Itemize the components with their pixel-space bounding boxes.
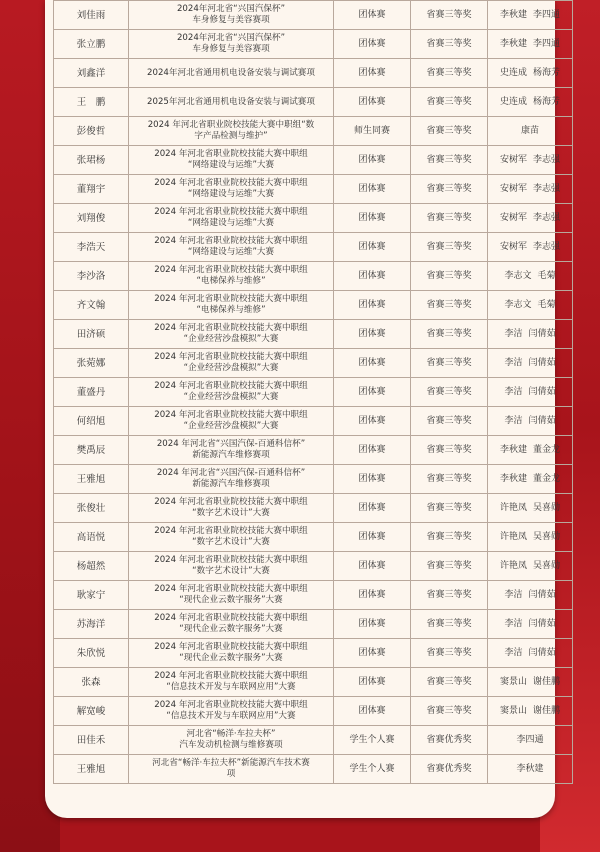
- prize-cell: 省赛三等奖: [411, 59, 488, 88]
- student-name-cell: 刘鑫洋: [54, 59, 129, 88]
- student-name-cell: 张俊壮: [54, 494, 129, 523]
- coach-cell: [488, 88, 573, 117]
- coach-name: 闫倩茹: [528, 386, 556, 397]
- student-name-cell: 彭俊哲: [54, 117, 129, 146]
- competition-cell: [129, 204, 334, 233]
- coach-name: 闫倩茹: [528, 618, 556, 629]
- competition-line: 2024 年河北省职业院校技能大赛中职组: [154, 410, 308, 420]
- competition-cell: [129, 30, 334, 59]
- competition-line: “数字艺术设计”大赛: [192, 508, 270, 518]
- coach-cell: [488, 407, 573, 436]
- student-name-cell: 董翔宇: [54, 175, 129, 204]
- table-row: [54, 697, 573, 726]
- prize-cell: 省赛三等奖: [411, 552, 488, 581]
- competition-line: 汽车发动机检测与维修赛项: [179, 740, 283, 750]
- coach-name: 董金龙: [533, 473, 561, 484]
- competition-line: 2024年河北省通用机电设备安装与调试赛项: [147, 67, 315, 78]
- student-name-cell: 田佳禾: [54, 726, 129, 755]
- table-row: [54, 378, 573, 407]
- competition-line: “现代企业云数字服务”大赛: [179, 595, 283, 605]
- competition-cell: [129, 610, 334, 639]
- prize-cell: 省赛优秀奖: [411, 726, 488, 755]
- coach-name: 谢佳鹏: [533, 676, 561, 687]
- coach-name: 李志强: [533, 241, 561, 252]
- competition-cell: [129, 494, 334, 523]
- competition-type-cell: 团体赛: [334, 59, 411, 88]
- coach-name: 安树军: [499, 183, 527, 194]
- coach-cell: [488, 552, 573, 581]
- competition-line: 2024 年河北省职业院校技能大赛中职组: [154, 149, 308, 159]
- competition-type-cell: 团体赛: [334, 88, 411, 117]
- coach-name: 谢佳鹏: [533, 705, 561, 716]
- competition-type-cell: 团体赛: [334, 552, 411, 581]
- coach-name: 李洁: [504, 618, 523, 629]
- competition-type-cell: 团体赛: [334, 204, 411, 233]
- coach-name: 窦景山: [499, 705, 527, 716]
- competition-line: “信息技术开发与车联网应用”大赛: [166, 711, 296, 721]
- competition-type-cell: 师生同赛: [334, 117, 411, 146]
- coach-cell: [488, 233, 573, 262]
- competition-type-cell: 团体赛: [334, 233, 411, 262]
- table-row: [54, 639, 573, 668]
- competition-type-cell: 团体赛: [334, 320, 411, 349]
- prize-cell: 省赛三等奖: [411, 378, 488, 407]
- coach-name: 史连成: [499, 96, 527, 107]
- student-name-cell: 王雅旭: [54, 465, 129, 494]
- coach-cell: [488, 146, 573, 175]
- table-row: [54, 610, 573, 639]
- coach-name: 李四通: [533, 38, 561, 49]
- table-row: [54, 204, 573, 233]
- competition-type-cell: 团体赛: [334, 494, 411, 523]
- competition-line: 河北省“畅洋·车拉夫杯”新能源汽车技术赛: [152, 758, 310, 768]
- competition-line: “电梯保养与维修”: [196, 305, 266, 315]
- competition-line: 2024 年河北省“兴国汽保-百通科信杯”: [156, 439, 306, 449]
- competition-type-cell: 团体赛: [334, 291, 411, 320]
- competition-line: 新能源汽车维修赛项: [192, 479, 270, 489]
- coach-cell: [488, 378, 573, 407]
- coach-name: 李秋建: [499, 9, 527, 20]
- coach-name: 李秋建: [516, 763, 544, 774]
- coach-cell: [488, 726, 573, 755]
- competition-cell: [129, 436, 334, 465]
- coach-name: 闫倩茹: [528, 589, 556, 600]
- prize-cell: 省赛三等奖: [411, 610, 488, 639]
- coach-name: 许艳凤: [499, 531, 527, 542]
- competition-cell: [129, 262, 334, 291]
- competition-line: 河北省“畅洋·车拉夫杯”: [186, 729, 276, 739]
- coach-name: 吴喜勋: [533, 560, 561, 571]
- coach-name: 毛菊: [537, 299, 556, 310]
- coach-name: 闫倩茹: [528, 328, 556, 339]
- competition-line: 2024 年河北省职业院校技能大赛中职组: [154, 497, 308, 507]
- prize-cell: 省赛三等奖: [411, 349, 488, 378]
- competition-line: “现代企业云数字服务”大赛: [179, 653, 283, 663]
- competition-cell: [129, 117, 334, 146]
- table-row: [54, 175, 573, 204]
- coach-name: 李秋建: [499, 473, 527, 484]
- coach-name: 杨海芳: [533, 67, 561, 78]
- coach-cell: [488, 59, 573, 88]
- competition-line: “网络建设与运维”大赛: [187, 247, 275, 257]
- prize-cell: 省赛三等奖: [411, 668, 488, 697]
- competition-cell: [129, 1, 334, 30]
- student-name-cell: 齐文翰: [54, 291, 129, 320]
- competition-line: “企业经营沙盘模拟”大赛: [183, 421, 279, 431]
- coach-name: 闫倩茹: [528, 647, 556, 658]
- competition-line: “信息技术开发与车联网应用”大赛: [166, 682, 296, 692]
- coach-name: 许艳凤: [499, 560, 527, 571]
- competition-line: 2024 年河北省职业院校技能大赛中职组“数: [147, 120, 315, 130]
- student-name-cell: 张菀娜: [54, 349, 129, 378]
- competition-type-cell: 学生个人赛: [334, 755, 411, 784]
- table-row: [54, 320, 573, 349]
- competition-line: 2024 年河北省职业院校技能大赛中职组: [154, 555, 308, 565]
- competition-type-cell: 团体赛: [334, 407, 411, 436]
- competition-type-cell: 团体赛: [334, 581, 411, 610]
- coach-name: 李洁: [504, 589, 523, 600]
- coach-name: 李志强: [533, 154, 561, 165]
- table-row: [54, 581, 573, 610]
- coach-cell: [488, 639, 573, 668]
- competition-line: 2024 年河北省职业院校技能大赛中职组: [154, 323, 308, 333]
- competition-cell: [129, 726, 334, 755]
- competition-line: 2024 年河北省职业院校技能大赛中职组: [154, 700, 308, 710]
- prize-cell: 省赛三等奖: [411, 407, 488, 436]
- competition-line: “企业经营沙盘模拟”大赛: [183, 334, 279, 344]
- prize-cell: 省赛三等奖: [411, 262, 488, 291]
- student-name-cell: 解宽峻: [54, 697, 129, 726]
- coach-name: 李四通: [516, 734, 544, 745]
- student-name-cell: 朱欣悦: [54, 639, 129, 668]
- competition-cell: [129, 755, 334, 784]
- award-list-sheet: [45, 0, 561, 818]
- prize-cell: 省赛三等奖: [411, 175, 488, 204]
- coach-cell: [488, 291, 573, 320]
- coach-name: 史连成: [499, 67, 527, 78]
- competition-line: 2024年河北省“兴国汽保杯”: [176, 4, 286, 14]
- table-row: [54, 1, 573, 30]
- coach-name: 李志文: [504, 270, 532, 281]
- table-row: [54, 465, 573, 494]
- coach-cell: [488, 581, 573, 610]
- competition-cell: [129, 291, 334, 320]
- competition-cell: [129, 233, 334, 262]
- table-row: [54, 349, 573, 378]
- table-row: [54, 726, 573, 755]
- coach-name: 李志文: [504, 299, 532, 310]
- student-name-cell: 董盛丹: [54, 378, 129, 407]
- competition-type-cell: 团体赛: [334, 610, 411, 639]
- coach-name: 李洁: [504, 415, 523, 426]
- competition-line: 2024 年河北省“兴国汽保-百通科信杯”: [156, 468, 306, 478]
- coach-cell: [488, 349, 573, 378]
- competition-line: “现代企业云数字服务”大赛: [179, 624, 283, 634]
- coach-cell: [488, 436, 573, 465]
- prize-cell: 省赛三等奖: [411, 320, 488, 349]
- coach-cell: [488, 465, 573, 494]
- coach-cell: [488, 668, 573, 697]
- competition-line: 2024 年河北省职业院校技能大赛中职组: [154, 526, 308, 536]
- table-row: [54, 494, 573, 523]
- competition-cell: [129, 378, 334, 407]
- competition-line: 2024 年河北省职业院校技能大赛中职组: [154, 265, 308, 275]
- prize-cell: 省赛三等奖: [411, 146, 488, 175]
- coach-name: 李洁: [504, 328, 523, 339]
- competition-line: 2024年河北省“兴国汽保杯”: [176, 33, 286, 43]
- competition-cell: [129, 407, 334, 436]
- competition-cell: [129, 668, 334, 697]
- student-name-cell: 田济硕: [54, 320, 129, 349]
- competition-cell: [129, 59, 334, 88]
- prize-cell: 省赛三等奖: [411, 88, 488, 117]
- coach-cell: [488, 30, 573, 59]
- coach-cell: [488, 523, 573, 552]
- student-name-cell: 高语悦: [54, 523, 129, 552]
- table-row: [54, 407, 573, 436]
- award-table: [53, 0, 573, 784]
- competition-type-cell: 团体赛: [334, 639, 411, 668]
- student-name-cell: 张珺杨: [54, 146, 129, 175]
- competition-line: “数字艺术设计”大赛: [192, 537, 270, 547]
- student-name-cell: 樊禹辰: [54, 436, 129, 465]
- prize-cell: 省赛三等奖: [411, 465, 488, 494]
- coach-name: 许艳凤: [499, 502, 527, 513]
- coach-cell: [488, 262, 573, 291]
- coach-cell: [488, 1, 573, 30]
- table-row: [54, 291, 573, 320]
- competition-cell: [129, 465, 334, 494]
- competition-cell: [129, 320, 334, 349]
- competition-type-cell: 团体赛: [334, 262, 411, 291]
- prize-cell: 省赛三等奖: [411, 1, 488, 30]
- student-name-cell: 李沙洛: [54, 262, 129, 291]
- coach-name: 李志强: [533, 212, 561, 223]
- competition-type-cell: 团体赛: [334, 465, 411, 494]
- prize-cell: 省赛三等奖: [411, 204, 488, 233]
- prize-cell: 省赛三等奖: [411, 581, 488, 610]
- table-row: [54, 146, 573, 175]
- competition-line: 2024 年河北省职业院校技能大赛中职组: [154, 236, 308, 246]
- coach-name: 李志强: [533, 183, 561, 194]
- competition-type-cell: 团体赛: [334, 668, 411, 697]
- prize-cell: 省赛三等奖: [411, 291, 488, 320]
- competition-type-cell: 团体赛: [334, 378, 411, 407]
- student-name-cell: 王雅旭: [54, 755, 129, 784]
- competition-type-cell: 学生个人赛: [334, 726, 411, 755]
- competition-type-cell: 团体赛: [334, 1, 411, 30]
- competition-cell: [129, 523, 334, 552]
- competition-line: “企业经营沙盘模拟”大赛: [183, 392, 279, 402]
- coach-cell: [488, 175, 573, 204]
- coach-name: 毛菊: [537, 270, 556, 281]
- competition-type-cell: 团体赛: [334, 697, 411, 726]
- competition-cell: [129, 552, 334, 581]
- competition-type-cell: 团体赛: [334, 146, 411, 175]
- prize-cell: 省赛三等奖: [411, 30, 488, 59]
- coach-name: 李四通: [533, 9, 561, 20]
- competition-cell: [129, 146, 334, 175]
- coach-name: 李秋建: [499, 444, 527, 455]
- competition-line: “网络建设与运维”大赛: [187, 160, 275, 170]
- competition-type-cell: 团体赛: [334, 175, 411, 204]
- competition-line: “网络建设与运维”大赛: [187, 189, 275, 199]
- table-row: [54, 552, 573, 581]
- coach-cell: [488, 697, 573, 726]
- competition-cell: [129, 639, 334, 668]
- coach-name: 李洁: [504, 647, 523, 658]
- coach-cell: [488, 610, 573, 639]
- coach-name: 李洁: [504, 386, 523, 397]
- student-name-cell: 李浩天: [54, 233, 129, 262]
- student-name-cell: 耿家宁: [54, 581, 129, 610]
- competition-cell: [129, 175, 334, 204]
- competition-type-cell: 团体赛: [334, 523, 411, 552]
- competition-line: 2024 年河北省职业院校技能大赛中职组: [154, 642, 308, 652]
- competition-line: 车身修复与美容赛项: [192, 15, 270, 25]
- competition-line: 2024 年河北省职业院校技能大赛中职组: [154, 381, 308, 391]
- competition-line: 2024 年河北省职业院校技能大赛中职组: [154, 671, 308, 681]
- competition-line: 2024 年河北省职业院校技能大赛中职组: [154, 613, 308, 623]
- competition-line: 字产品检测与维护”: [194, 131, 268, 141]
- prize-cell: 省赛三等奖: [411, 523, 488, 552]
- coach-cell: [488, 755, 573, 784]
- coach-name: 董金龙: [533, 444, 561, 455]
- competition-line: “企业经营沙盘模拟”大赛: [183, 363, 279, 373]
- coach-name: 闫倩茹: [528, 415, 556, 426]
- competition-line: 2024 年河北省职业院校技能大赛中职组: [154, 178, 308, 188]
- coach-name: 闫倩茹: [528, 357, 556, 368]
- student-name-cell: 张森: [54, 668, 129, 697]
- student-name-cell: 何绍旭: [54, 407, 129, 436]
- coach-name: 李洁: [504, 357, 523, 368]
- table-row: [54, 117, 573, 146]
- coach-name: 安树军: [499, 154, 527, 165]
- competition-type-cell: 团体赛: [334, 30, 411, 59]
- table-row: [54, 668, 573, 697]
- competition-line: 车身修复与美容赛项: [192, 44, 270, 54]
- coach-name: 杨海芳: [533, 96, 561, 107]
- competition-line: 2024 年河北省职业院校技能大赛中职组: [154, 207, 308, 217]
- coach-cell: [488, 204, 573, 233]
- student-name-cell: 苏海洋: [54, 610, 129, 639]
- table-row: [54, 30, 573, 59]
- competition-line: 2025年河北省通用机电设备安装与调试赛项: [147, 96, 315, 107]
- prize-cell: 省赛三等奖: [411, 436, 488, 465]
- prize-cell: 省赛三等奖: [411, 639, 488, 668]
- student-name-cell: 刘翔俊: [54, 204, 129, 233]
- coach-name: 李秋建: [499, 38, 527, 49]
- prize-cell: 省赛三等奖: [411, 233, 488, 262]
- coach-name: 窦景山: [499, 676, 527, 687]
- competition-line: “数字艺术设计”大赛: [192, 566, 270, 576]
- coach-cell: [488, 117, 573, 146]
- table-row: [54, 523, 573, 552]
- competition-cell: [129, 697, 334, 726]
- competition-cell: [129, 581, 334, 610]
- prize-cell: 省赛三等奖: [411, 697, 488, 726]
- student-name-cell: 张立鹏: [54, 30, 129, 59]
- competition-line: “电梯保养与维修”: [196, 276, 266, 286]
- prize-cell: 省赛优秀奖: [411, 755, 488, 784]
- competition-line: 新能源汽车维修赛项: [192, 450, 270, 460]
- prize-cell: 省赛三等奖: [411, 117, 488, 146]
- table-row: [54, 755, 573, 784]
- student-name-cell: 刘佳雨: [54, 1, 129, 30]
- competition-line: 2024 年河北省职业院校技能大赛中职组: [154, 584, 308, 594]
- competition-line: 2024 年河北省职业院校技能大赛中职组: [154, 352, 308, 362]
- coach-name: 吴喜勋: [533, 531, 561, 542]
- coach-name: 安树军: [499, 241, 527, 252]
- student-name-cell: 杨超然: [54, 552, 129, 581]
- coach-cell: [488, 320, 573, 349]
- competition-line: “网络建设与运维”大赛: [187, 218, 275, 228]
- coach-name: 康苗: [520, 125, 539, 136]
- table-row: [54, 59, 573, 88]
- coach-name: 安树军: [499, 212, 527, 223]
- prize-cell: 省赛三等奖: [411, 494, 488, 523]
- competition-cell: [129, 88, 334, 117]
- competition-line: 项: [226, 769, 236, 779]
- table-row: [54, 88, 573, 117]
- coach-name: 吴喜勋: [533, 502, 561, 513]
- competition-type-cell: 团体赛: [334, 436, 411, 465]
- coach-cell: [488, 494, 573, 523]
- competition-type-cell: 团体赛: [334, 349, 411, 378]
- table-row: [54, 262, 573, 291]
- table-row: [54, 233, 573, 262]
- table-row: [54, 436, 573, 465]
- student-name-cell: 王 鹏: [54, 88, 129, 117]
- competition-cell: [129, 349, 334, 378]
- competition-line: 2024 年河北省职业院校技能大赛中职组: [154, 294, 308, 304]
